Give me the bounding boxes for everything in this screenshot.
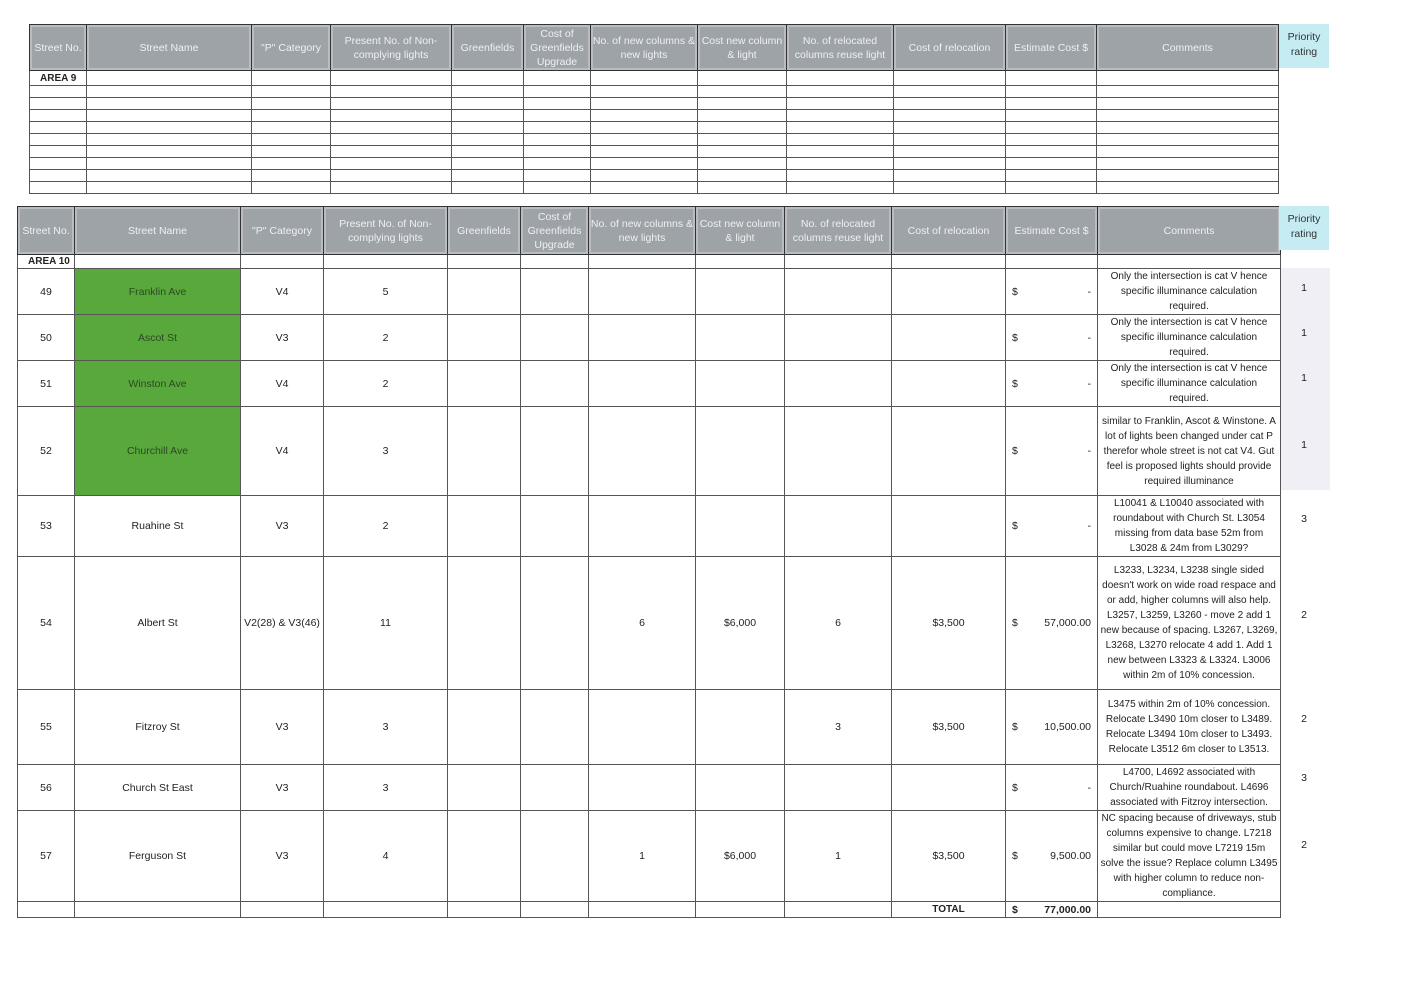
cost-new-column — [696, 269, 785, 315]
new-columns — [589, 361, 696, 407]
greenfields — [448, 496, 521, 557]
dollar-sign: $ — [1012, 903, 1018, 916]
hdr-street-name: Street Name — [87, 25, 252, 71]
priority-rating: 2 — [1301, 609, 1307, 621]
estimate-cost — [1006, 315, 1098, 361]
estimate-amount: - — [1087, 285, 1091, 298]
cost-relocation: $3,500 — [892, 557, 1006, 690]
relocated: 3 — [785, 690, 892, 765]
hdr-non-complying: Present No. of Non-complying lights — [331, 25, 452, 71]
estimate-amount: 10,500.00 — [1044, 721, 1091, 733]
table-row — [30, 134, 1279, 146]
relocated: 6 — [785, 557, 892, 690]
priority-rating: 1 — [1301, 282, 1307, 294]
table-row — [18, 407, 1281, 496]
greenfields — [448, 315, 521, 361]
street-no: 51 — [18, 361, 75, 407]
non-complying: 2 — [324, 315, 448, 361]
table-row — [30, 110, 1279, 122]
hdr-cost-greenfields: Cost of Greenfields Upgrade — [521, 207, 589, 255]
hdr-cost-new-column: Cost new column & light — [698, 25, 787, 71]
cost-new-column: $6,000 — [696, 557, 785, 690]
street-no: 49 — [18, 269, 75, 315]
estimate-cost — [1006, 407, 1098, 496]
area9-table — [29, 24, 1279, 194]
non-complying: 11 — [324, 557, 448, 690]
new-columns: 6 — [589, 557, 696, 690]
area9-label-row — [30, 71, 1279, 86]
hdr-street-no: Street No. — [18, 207, 75, 255]
comment: NC spacing because of driveways, stub columns expensive to change. L7218 similar but could move L7219 15m solve the issue? Replace column L3495 with higher column to reduce non-compliance. — [1098, 811, 1281, 902]
comment: Only the intersection is cat V hence specific illuminance calculation required. — [1098, 315, 1281, 361]
estimate-amount: - — [1087, 445, 1091, 457]
relocated — [785, 496, 892, 557]
greenfields — [448, 557, 521, 690]
cost-relocation — [892, 361, 1006, 407]
table-row — [30, 86, 1279, 98]
estimate-cost — [1006, 496, 1098, 557]
hdr-estimate: Estimate Cost $ — [1006, 25, 1097, 71]
comment: L10041 & L10040 associated with roundabout with Church St. L3054 missing from data base 52m from L3028 & 24m from L3029? — [1098, 496, 1281, 557]
estimate-amount: - — [1087, 781, 1091, 794]
non-complying: 2 — [324, 496, 448, 557]
dollar-sign: $ — [1012, 781, 1018, 794]
street-name: Fitzroy St — [75, 690, 241, 765]
street-name: Winston Ave — [75, 361, 241, 407]
street-name: Franklin Ave — [75, 269, 241, 315]
non-complying: 3 — [324, 690, 448, 765]
estimate-amount: - — [1087, 520, 1091, 532]
comment: Only the intersection is cat V hence specific illuminance calculation required. — [1098, 269, 1281, 315]
estimate-cost — [1006, 269, 1098, 315]
hdr-estimate: Estimate Cost $ — [1006, 207, 1098, 255]
hdr-non-complying: Present No. of Non-complying lights — [324, 207, 448, 255]
non-complying: 5 — [324, 269, 448, 315]
table-row — [30, 146, 1279, 158]
cost-new-column: $6,000 — [696, 811, 785, 902]
street-no: 54 — [18, 557, 75, 690]
greenfields — [448, 690, 521, 765]
table-row — [30, 182, 1279, 194]
table-row — [30, 170, 1279, 182]
table-row — [30, 122, 1279, 134]
hdr-p-category: "P" Category — [252, 25, 331, 71]
total-label: TOTAL — [892, 902, 1006, 918]
total-amount — [1006, 902, 1098, 918]
cost-greenfields — [521, 765, 589, 811]
priority-rating: 1 — [1301, 372, 1307, 384]
greenfields — [448, 269, 521, 315]
new-columns — [589, 496, 696, 557]
priority-header-area10: Priority rating — [1279, 206, 1329, 250]
total-value: 77,000.00 — [1044, 903, 1091, 916]
cost-new-column — [696, 407, 785, 496]
street-name: Albert St — [75, 557, 241, 690]
non-complying: 3 — [324, 765, 448, 811]
comment: Only the intersection is cat V hence specific illuminance calculation required. — [1098, 361, 1281, 407]
table-row — [18, 496, 1281, 557]
cost-greenfields — [521, 269, 589, 315]
street-no: 56 — [18, 765, 75, 811]
non-complying: 4 — [324, 811, 448, 902]
hdr-relocated: No. of relocated columns reuse light — [787, 25, 894, 71]
p-category: V4 — [241, 269, 324, 315]
greenfields — [448, 361, 521, 407]
relocated — [785, 765, 892, 811]
priority-rating: 1 — [1301, 439, 1307, 451]
hdr-comments: Comments — [1098, 207, 1281, 255]
estimate-amount: - — [1087, 331, 1091, 344]
cost-relocation — [892, 315, 1006, 361]
cost-greenfields — [521, 811, 589, 902]
cost-new-column — [696, 315, 785, 361]
priority-rating: 3 — [1301, 513, 1307, 525]
estimate-cost — [1006, 557, 1098, 690]
comment: L4700, L4692 associated with Church/Ruahine roundabout. L4696 associated with Fitzroy intersection. — [1098, 765, 1281, 811]
relocated — [785, 361, 892, 407]
p-category: V3 — [241, 690, 324, 765]
cost-greenfields — [521, 315, 589, 361]
table-row — [18, 269, 1281, 315]
p-category: V3 — [241, 811, 324, 902]
street-no: 57 — [18, 811, 75, 902]
estimate-amount: 57,000.00 — [1044, 617, 1091, 629]
table-row — [18, 765, 1281, 811]
hdr-new-columns: No. of new columns & new lights — [591, 25, 698, 71]
p-category: V2(28) & V3(46) — [241, 557, 324, 690]
table-row — [18, 315, 1281, 361]
table-row — [30, 98, 1279, 110]
street-no: 53 — [18, 496, 75, 557]
hdr-cost-relocation: Cost of relocation — [892, 207, 1006, 255]
comment: L3475 within 2m of 10% concession. Relocate L3490 10m closer to L3489. Relocate L3494 10m closer to L3493. Relocate L3512 6m closer to L3513. — [1098, 690, 1281, 765]
estimate-cost — [1006, 765, 1098, 811]
street-no: 52 — [18, 407, 75, 496]
hdr-cost-relocation: Cost of relocation — [894, 25, 1006, 71]
street-no: 55 — [18, 690, 75, 765]
area10-label-row — [18, 255, 1281, 269]
area9-label: AREA 9 — [30, 71, 87, 86]
cost-new-column — [696, 765, 785, 811]
cost-new-column — [696, 361, 785, 407]
relocated — [785, 269, 892, 315]
hdr-cost-new-column: Cost new column & light — [696, 207, 785, 255]
street-name: Ferguson St — [75, 811, 241, 902]
cost-relocation — [892, 496, 1006, 557]
cost-greenfields — [521, 690, 589, 765]
cost-relocation — [892, 407, 1006, 496]
hdr-p-category: "P" Category — [241, 207, 324, 255]
dollar-sign: $ — [1012, 445, 1018, 457]
estimate-cost — [1006, 811, 1098, 902]
hdr-greenfields: Greenfields — [448, 207, 521, 255]
street-name: Churchill Ave — [75, 407, 241, 496]
street-no: 50 — [18, 315, 75, 361]
dollar-sign: $ — [1012, 331, 1018, 344]
cost-relocation: $3,500 — [892, 811, 1006, 902]
hdr-new-columns: No. of new columns & new lights — [589, 207, 696, 255]
table-row — [18, 811, 1281, 902]
dollar-sign: $ — [1012, 617, 1018, 629]
hdr-street-name: Street Name — [75, 207, 241, 255]
comment: L3233, L3234, L3238 single sided doesn't work on wide road respace and or add, higher columns will also help. L3257, L3259, L3260 - move 2 add 1 new because of spacing. L3267, L3269, L3268, L3270 relocate 4 add 1. Add 1 new between L3323 & L3324. L3006 within 2m of 10% concession. — [1098, 557, 1281, 690]
table-row — [18, 690, 1281, 765]
estimate-amount: - — [1087, 377, 1091, 390]
dollar-sign: $ — [1012, 721, 1018, 733]
non-complying: 2 — [324, 361, 448, 407]
priority-rating: 2 — [1301, 713, 1307, 725]
new-columns — [589, 407, 696, 496]
greenfields — [448, 765, 521, 811]
relocated: 1 — [785, 811, 892, 902]
cost-new-column — [696, 690, 785, 765]
p-category: V3 — [241, 496, 324, 557]
priority-rating: 1 — [1301, 327, 1307, 339]
relocated — [785, 315, 892, 361]
new-columns: 1 — [589, 811, 696, 902]
priority-rating: 3 — [1301, 772, 1307, 784]
p-category: V4 — [241, 361, 324, 407]
cost-relocation — [892, 765, 1006, 811]
priority-header-area9: Priority rating — [1279, 24, 1329, 68]
hdr-relocated: No. of relocated columns reuse light — [785, 207, 892, 255]
estimate-amount: 9,500.00 — [1050, 850, 1091, 862]
dollar-sign: $ — [1012, 520, 1018, 532]
area10-table — [17, 206, 1281, 918]
estimate-cost — [1006, 361, 1098, 407]
p-category: V4 — [241, 407, 324, 496]
street-name: Ascot St — [75, 315, 241, 361]
greenfields — [448, 407, 521, 496]
table-row — [18, 557, 1281, 690]
new-columns — [589, 765, 696, 811]
p-category: V3 — [241, 315, 324, 361]
estimate-cost — [1006, 690, 1098, 765]
table-row — [18, 361, 1281, 407]
new-columns — [589, 690, 696, 765]
area9-header-row — [30, 25, 1279, 71]
greenfields — [448, 811, 521, 902]
hdr-comments: Comments — [1097, 25, 1279, 71]
dollar-sign: $ — [1012, 377, 1018, 390]
p-category: V3 — [241, 765, 324, 811]
cost-greenfields — [521, 361, 589, 407]
table-row — [30, 158, 1279, 170]
cost-greenfields — [521, 407, 589, 496]
cost-greenfields — [521, 496, 589, 557]
street-name: Church St East — [75, 765, 241, 811]
non-complying: 3 — [324, 407, 448, 496]
street-name: Ruahine St — [75, 496, 241, 557]
new-columns — [589, 315, 696, 361]
hdr-greenfields: Greenfields — [452, 25, 524, 71]
new-columns — [589, 269, 696, 315]
dollar-sign: $ — [1012, 850, 1018, 862]
area10-header-row — [18, 207, 1281, 255]
relocated — [785, 407, 892, 496]
cost-new-column — [696, 496, 785, 557]
total-row — [18, 902, 1281, 918]
priority-rating: 2 — [1301, 839, 1307, 851]
cost-greenfields — [521, 557, 589, 690]
cost-relocation: $3,500 — [892, 690, 1006, 765]
hdr-street-no: Street No. — [30, 25, 87, 71]
hdr-cost-greenfields: Cost of Greenfields Upgrade — [524, 25, 591, 71]
comment: similar to Franklin, Ascot & Winstone. A lot of lights been changed under cat P therefor whole street is not cat V4. Gut feel is proposed lights should provide required illuminance — [1098, 407, 1281, 496]
dollar-sign: $ — [1012, 285, 1018, 298]
cost-relocation — [892, 269, 1006, 315]
area10-label: AREA 10 — [18, 255, 75, 269]
